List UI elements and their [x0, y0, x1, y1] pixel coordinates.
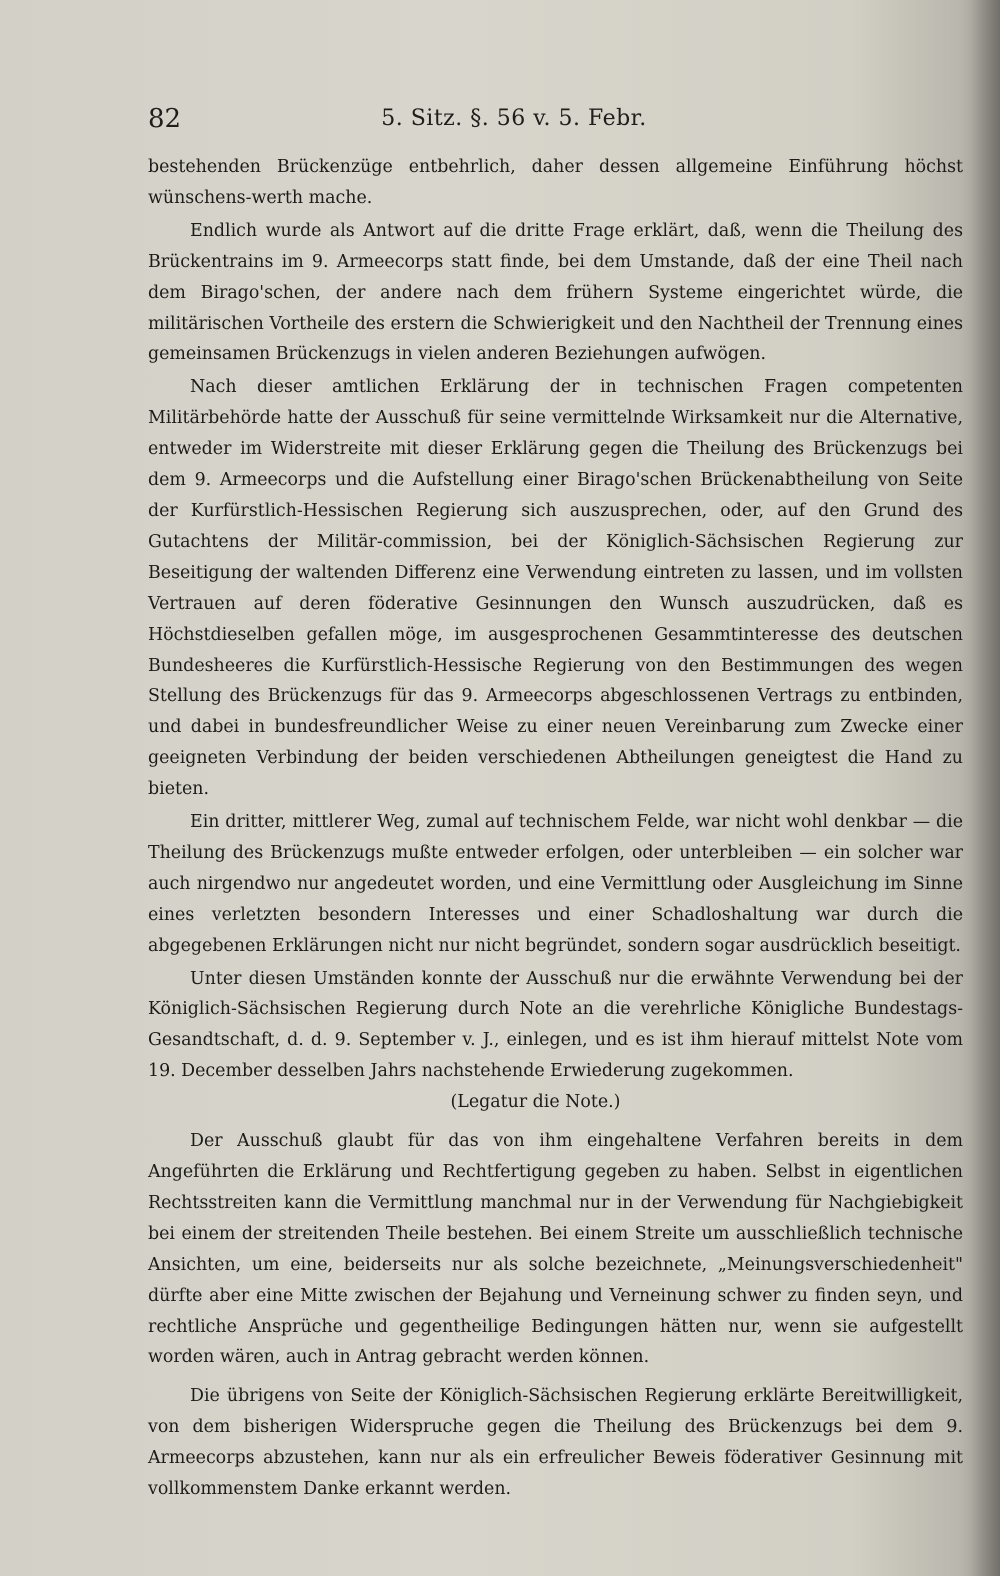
paragraph: Der Ausschuß glaubt für das von ihm eingehaltene Verfahren bereits in dem Angeführten die Erklärung und Rechtfertigung gegeben zu haben. Selbst in eigentlichen Rechtsstreiten kann die Vermittlung manchmal nur in der Verwendung für Nachgiebigkeit bei einem der streitenden Theile bestehen. Bei einem Streite um ausschließlich technische Ansichten, um eine, beiderseits nur als solche bezeichnete, „Meinungsverschiedenheit" dürfte aber eine Mitte zwischen der Bejahung und Verneinung schwer zu finden seyn, und rechtliche Ansprüche und gegentheilige Bedingungen hätten nur, wenn sie aufgestellt worden wären, auch in Antrag gebracht werden können. [148, 1131, 963, 1368]
paragraph: Die übrigens von Seite der Königlich-Sächsischen Regierung erklärte Bereitwilligkeit, von dem bisherigen Widerspruche gegen die Theilung des Brückenzugs bei dem 9. Armeecorps abzustehen, kann nur als ein erfreulicher Beweis föderativer Gesinnung mit vollkommenstem Danke erkannt werden. [148, 1386, 963, 1500]
paragraph: Ein dritter, mittlerer Weg, zumal auf technischem Felde, war nicht wohl denkbar — die Theilung des Brückenzugs mußte entweder erfolgen, oder unterbleiben — ein solcher war auch nirgendwo nur angedeutet worden, und eine Vermittlung oder Ausgleichung im Sinne eines verletzten besondern Interesses und einer Schadloshaltung war durch die abgegebenen Erklärungen nicht nur nicht begründet, sondern sogar ausdrücklich beseitigt. [148, 812, 963, 956]
paragraph: Unter diesen Umständen konnte der Ausschuß nur die erwähnte Verwendung bei der Königlich-Sächsischen Regierung durch Note an die verehrliche Königliche Bundestags-Gesandtschaft, d. d. 9. September v. J., einlegen, und es ist ihm hierauf mittelst Note vom 19. December desselben Jahrs nachstehende Erwiederung zugekommen. [148, 968, 963, 1082]
running-head: 5. Sitz. §. 56 v. 5. Febr. [381, 106, 647, 131]
page-header [148, 104, 960, 144]
legatur-note: (Legatur die Note.) [450, 1092, 621, 1113]
body-text [148, 152, 963, 1505]
page-edge-shadow [970, 0, 1000, 1576]
paragraph: Endlich wurde als Antwort auf die dritte Frage erklärt, daß, wenn die Theilung des Brückentrains im 9. Armeecorps statt finde, bei dem Umstande, daß der eine Theil nach dem Birago'schen, der andere nach dem frühern Systeme eingerichtet würde, die militärischen Vortheile des erstern die Schwierigkeit und den Nachtheil der Trennung eines gemeinsamen Brückenzugs in vielen anderen Beziehungen aufwögen. [148, 220, 963, 365]
paragraph-continued: bestehenden Brückenzüge entbehrlich, daher dessen allgemeine Einführung höchst wünschens-werth mache. [148, 157, 963, 208]
paragraph: Nach dieser amtlichen Erklärung der in technischen Fragen competenten Militärbehörde hatte der Ausschuß für seine vermittelnde Wirksamkeit nur die Alternative, entweder im Widerstreite mit dieser Erklärung gegen die Theilung des Brückenzugs bei dem 9. Armeecorps und die Aufstellung einer Birago'schen Brückenabtheilung von Seite der Kurfürstlich-Hessischen Regierung sich auszusprechen, oder, auf den Grund des Gutachtens der Militär-commission, bei der Königlich-Sächsischen Regierung zur Beseitigung der waltenden Differenz eine Verwendung eintreten zu lassen, und im vollsten Vertrauen auf deren föderative Gesinnungen den Wunsch auszudrücken, daß es Höchstdieselben gefallen möge, im ausgesprochenen Gesammtinteresse des deutschen Bundesheeres die Kurfürstlich-Hessische Regierung von den Bestimmungen des wegen Stellung des Brückenzugs für das 9. Armeecorps abgeschlossenen Vertrags zu entbinden, und dabei in bundesfreundlicher Weise zu einer neuen Vereinbarung zum Zwecke einer geeigneten Verbindung der beiden verschiedenen Abtheilungen geneigtest die Hand zu bieten. [148, 377, 963, 800]
page-number: 82 [148, 104, 182, 134]
